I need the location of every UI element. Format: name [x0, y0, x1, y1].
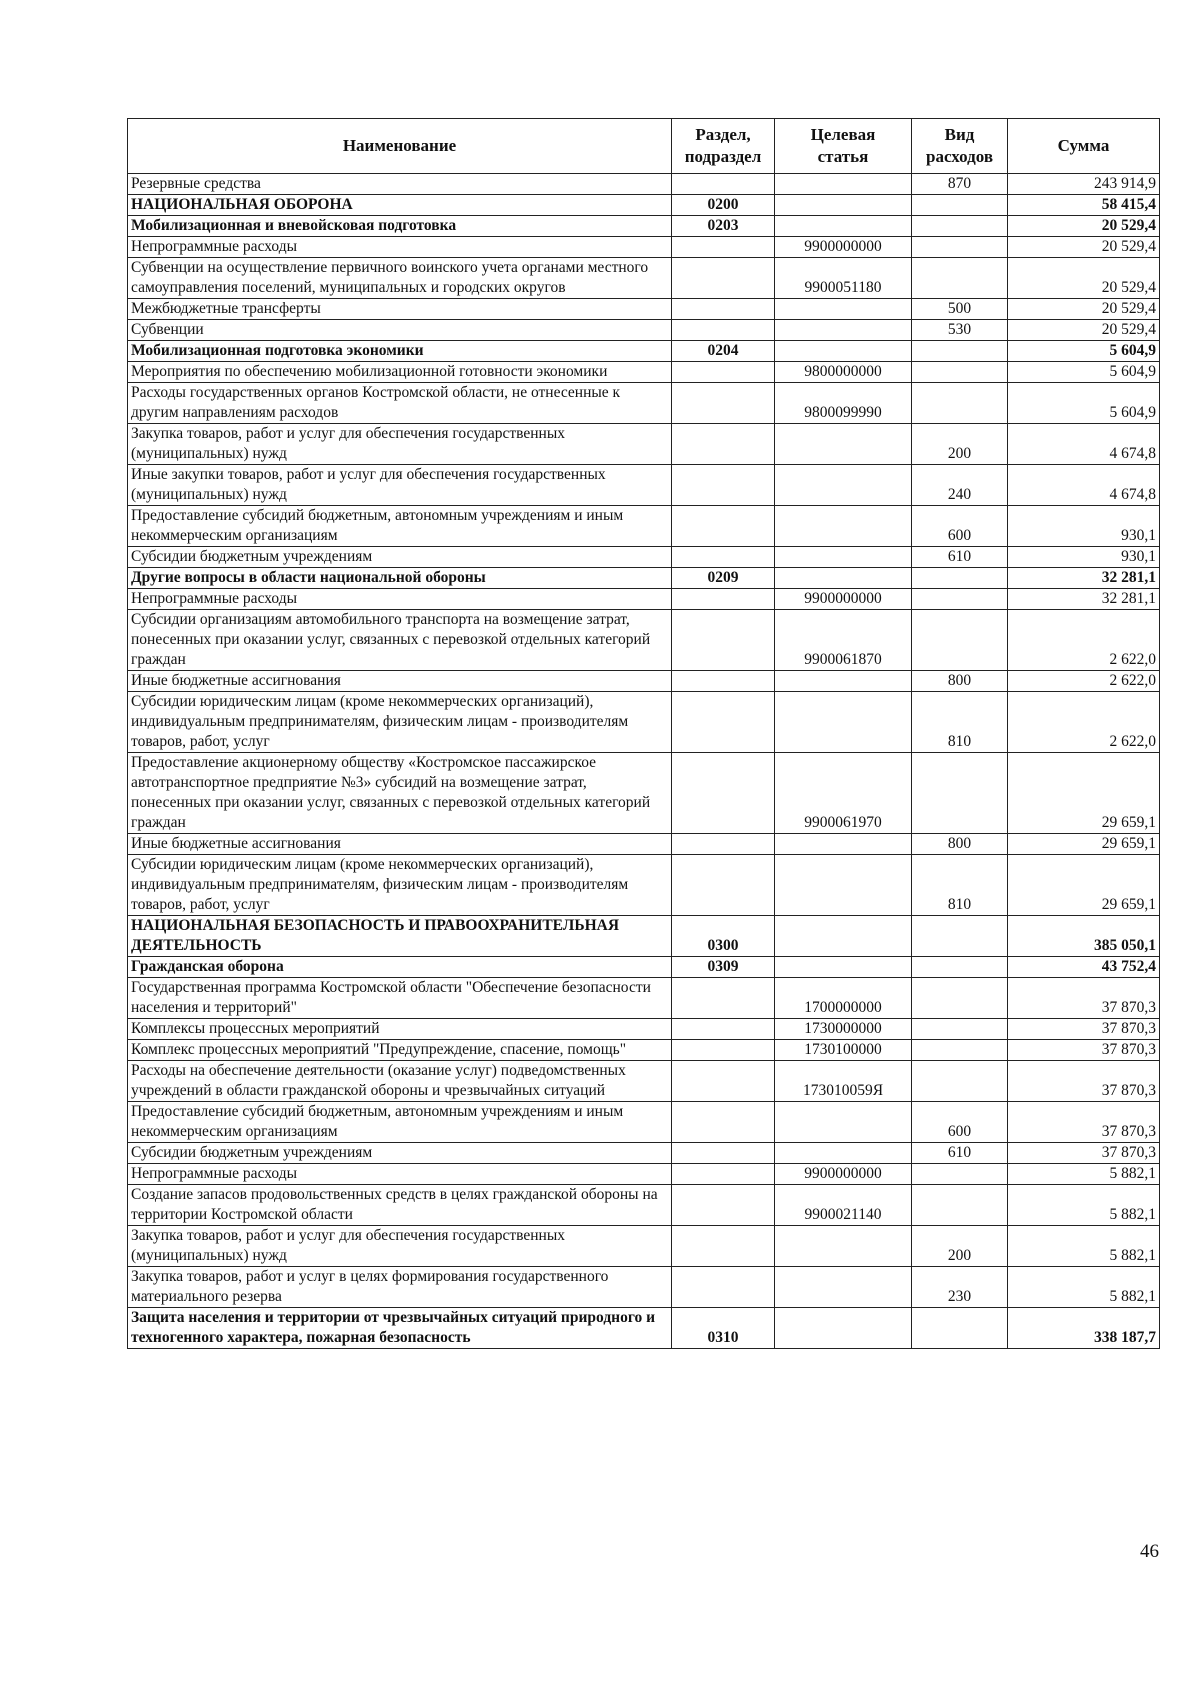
table-row — [128, 1164, 1160, 1185]
cell-target: 9900051180 — [775, 258, 912, 299]
cell-kind — [912, 1308, 1008, 1349]
table-row — [128, 1061, 1160, 1102]
cell-name: Мобилизационная подготовка экономики — [128, 341, 672, 362]
table-row — [128, 692, 1160, 753]
table-row — [128, 1102, 1160, 1143]
cell-section — [672, 1040, 775, 1061]
header-kind-line2: расходов — [926, 147, 993, 166]
cell-name: Создание запасов продовольственных средств в целях гражданской обороны на территории Костромской области — [128, 1185, 672, 1226]
table-row — [128, 465, 1160, 506]
cell-section — [672, 978, 775, 1019]
table-row — [128, 258, 1160, 299]
cell-target — [775, 506, 912, 547]
cell-kind — [912, 1061, 1008, 1102]
table-row — [128, 1267, 1160, 1308]
cell-target: 9900000000 — [775, 589, 912, 610]
header-name: Наименование — [128, 119, 672, 174]
cell-section — [672, 610, 775, 671]
table-row — [128, 1143, 1160, 1164]
cell-target: 9800099990 — [775, 383, 912, 424]
cell-section — [672, 424, 775, 465]
cell-target: 9900000000 — [775, 237, 912, 258]
header-sum: Сумма — [1008, 119, 1160, 174]
cell-name: Иные закупки товаров, работ и услуг для обеспечения государственных (муниципальных) нужд — [128, 465, 672, 506]
cell-target — [775, 465, 912, 506]
cell-section — [672, 1102, 775, 1143]
header-target — [775, 119, 912, 174]
header-section — [672, 119, 775, 174]
budget-table-body — [128, 174, 1160, 1349]
cell-sum: 385 050,1 — [1008, 916, 1160, 957]
cell-section: 0309 — [672, 957, 775, 978]
table-row — [128, 506, 1160, 547]
cell-section — [672, 383, 775, 424]
cell-kind: 800 — [912, 671, 1008, 692]
cell-name: Гражданская оборона — [128, 957, 672, 978]
cell-name: Мероприятия по обеспечению мобилизационной готовности экономики — [128, 362, 672, 383]
table-row — [128, 610, 1160, 671]
cell-target — [775, 547, 912, 568]
cell-name: Субсидии юридическим лицам (кроме некоммерческих организаций), индивидуальным предпринимателям, физическим лицам - производителям товаров, работ, услуг — [128, 692, 672, 753]
cell-target — [775, 320, 912, 341]
cell-kind — [912, 258, 1008, 299]
cell-section — [672, 237, 775, 258]
cell-section — [672, 692, 775, 753]
cell-sum: 20 529,4 — [1008, 237, 1160, 258]
cell-name: Иные бюджетные ассигнования — [128, 834, 672, 855]
cell-sum: 37 870,3 — [1008, 1102, 1160, 1143]
cell-section — [672, 1226, 775, 1267]
cell-name: НАЦИОНАЛЬНАЯ ОБОРОНА — [128, 195, 672, 216]
cell-section — [672, 174, 775, 195]
cell-sum: 4 674,8 — [1008, 465, 1160, 506]
cell-section — [672, 1164, 775, 1185]
cell-name: Межбюджетные трансферты — [128, 299, 672, 320]
cell-kind — [912, 237, 1008, 258]
cell-sum: 37 870,3 — [1008, 978, 1160, 1019]
cell-kind — [912, 1164, 1008, 1185]
cell-kind — [912, 978, 1008, 1019]
table-row — [128, 753, 1160, 834]
cell-kind — [912, 610, 1008, 671]
cell-kind — [912, 383, 1008, 424]
cell-target — [775, 834, 912, 855]
cell-target — [775, 299, 912, 320]
cell-name: НАЦИОНАЛЬНАЯ БЕЗОПАСНОСТЬ И ПРАВООХРАНИТЕЛЬНАЯ ДЕЯТЕЛЬНОСТЬ — [128, 916, 672, 957]
cell-section — [672, 1143, 775, 1164]
table-row — [128, 547, 1160, 568]
cell-target: 9900061870 — [775, 610, 912, 671]
cell-target — [775, 1143, 912, 1164]
cell-name: Комплексы процессных мероприятий — [128, 1019, 672, 1040]
cell-target — [775, 1102, 912, 1143]
cell-sum: 338 187,7 — [1008, 1308, 1160, 1349]
table-row — [128, 299, 1160, 320]
cell-section — [672, 258, 775, 299]
cell-section — [672, 753, 775, 834]
cell-target — [775, 855, 912, 916]
header-kind — [912, 119, 1008, 174]
cell-target — [775, 216, 912, 237]
cell-kind — [912, 195, 1008, 216]
cell-name: Закупка товаров, работ и услуг в целях формирования государственного материального резерва — [128, 1267, 672, 1308]
table-row — [128, 237, 1160, 258]
cell-target — [775, 671, 912, 692]
table-row — [128, 1226, 1160, 1267]
cell-section — [672, 834, 775, 855]
cell-kind — [912, 341, 1008, 362]
cell-name: Иные бюджетные ассигнования — [128, 671, 672, 692]
cell-section — [672, 320, 775, 341]
cell-section: 0310 — [672, 1308, 775, 1349]
table-row — [128, 174, 1160, 195]
table-row — [128, 589, 1160, 610]
cell-sum: 5 882,1 — [1008, 1267, 1160, 1308]
cell-target — [775, 1267, 912, 1308]
cell-target: 9900061970 — [775, 753, 912, 834]
header-kind-line1: Вид — [944, 125, 975, 144]
cell-section: 0203 — [672, 216, 775, 237]
cell-kind: 610 — [912, 1143, 1008, 1164]
cell-sum: 5 882,1 — [1008, 1226, 1160, 1267]
cell-sum: 5 882,1 — [1008, 1164, 1160, 1185]
cell-section — [672, 362, 775, 383]
cell-section: 0200 — [672, 195, 775, 216]
cell-target: 1730000000 — [775, 1019, 912, 1040]
table-row — [128, 1040, 1160, 1061]
cell-target — [775, 174, 912, 195]
cell-sum: 2 622,0 — [1008, 692, 1160, 753]
cell-target — [775, 341, 912, 362]
table-row — [128, 568, 1160, 589]
cell-kind — [912, 568, 1008, 589]
cell-kind: 230 — [912, 1267, 1008, 1308]
cell-target: 9800000000 — [775, 362, 912, 383]
cell-sum: 5 604,9 — [1008, 341, 1160, 362]
cell-sum: 43 752,4 — [1008, 957, 1160, 978]
cell-section — [672, 1185, 775, 1226]
cell-target — [775, 424, 912, 465]
cell-kind: 810 — [912, 692, 1008, 753]
cell-sum: 2 622,0 — [1008, 610, 1160, 671]
cell-sum: 20 529,4 — [1008, 320, 1160, 341]
table-row — [128, 1308, 1160, 1349]
table-row — [128, 1185, 1160, 1226]
cell-target — [775, 916, 912, 957]
cell-kind: 800 — [912, 834, 1008, 855]
cell-sum: 2 622,0 — [1008, 671, 1160, 692]
cell-kind: 870 — [912, 174, 1008, 195]
table-row — [128, 1019, 1160, 1040]
cell-name: Непрограммные расходы — [128, 237, 672, 258]
cell-kind: 200 — [912, 1226, 1008, 1267]
cell-sum: 20 529,4 — [1008, 216, 1160, 237]
cell-section — [672, 1267, 775, 1308]
cell-sum: 37 870,3 — [1008, 1040, 1160, 1061]
cell-target: 173010059Я — [775, 1061, 912, 1102]
cell-section — [672, 506, 775, 547]
cell-kind — [912, 916, 1008, 957]
cell-kind — [912, 1019, 1008, 1040]
cell-section — [672, 855, 775, 916]
cell-sum: 20 529,4 — [1008, 299, 1160, 320]
table-row — [128, 671, 1160, 692]
table-row — [128, 916, 1160, 957]
cell-kind — [912, 753, 1008, 834]
cell-name: Защита населения и территории от чрезвычайных ситуаций природного и техногенного характера, пожарная безопасность — [128, 1308, 672, 1349]
cell-sum: 930,1 — [1008, 547, 1160, 568]
cell-name: Субвенции — [128, 320, 672, 341]
cell-target — [775, 568, 912, 589]
header-target-line2: статья — [817, 147, 869, 166]
cell-target — [775, 195, 912, 216]
cell-sum: 32 281,1 — [1008, 568, 1160, 589]
header-target-line1: Целевая — [810, 125, 876, 144]
cell-sum: 5 882,1 — [1008, 1185, 1160, 1226]
cell-kind: 610 — [912, 547, 1008, 568]
cell-kind: 200 — [912, 424, 1008, 465]
cell-name: Расходы государственных органов Костромской области, не отнесенные к другим направлениям расходов — [128, 383, 672, 424]
cell-kind: 600 — [912, 506, 1008, 547]
cell-sum: 37 870,3 — [1008, 1061, 1160, 1102]
budget-document-page — [127, 118, 1159, 1349]
table-row — [128, 341, 1160, 362]
cell-name: Предоставление субсидий бюджетным, автономным учреждениям и иным некоммерческим организациям — [128, 1102, 672, 1143]
cell-sum: 4 674,8 — [1008, 424, 1160, 465]
cell-sum: 29 659,1 — [1008, 855, 1160, 916]
header-section-line2: подраздел — [684, 147, 762, 166]
cell-target — [775, 1308, 912, 1349]
cell-sum: 58 415,4 — [1008, 195, 1160, 216]
header-section-line1: Раздел, — [695, 125, 751, 144]
cell-kind: 810 — [912, 855, 1008, 916]
cell-name: Непрограммные расходы — [128, 1164, 672, 1185]
cell-target: 1730100000 — [775, 1040, 912, 1061]
table-row — [128, 834, 1160, 855]
budget-table — [127, 118, 1160, 1349]
cell-name: Закупка товаров, работ и услуг для обеспечения государственных (муниципальных) нужд — [128, 1226, 672, 1267]
cell-name: Субсидии юридическим лицам (кроме некоммерческих организаций), индивидуальным предпринимателям, физическим лицам - производителям товаров, работ, услуг — [128, 855, 672, 916]
cell-section — [672, 299, 775, 320]
cell-name: Субсидии бюджетным учреждениям — [128, 547, 672, 568]
table-row — [128, 216, 1160, 237]
cell-name: Комплекс процессных мероприятий "Предупреждение, спасение, помощь" — [128, 1040, 672, 1061]
cell-name: Мобилизационная и вневойсковая подготовка — [128, 216, 672, 237]
cell-kind — [912, 216, 1008, 237]
cell-name: Закупка товаров, работ и услуг для обеспечения государственных (муниципальных) нужд — [128, 424, 672, 465]
cell-section — [672, 1019, 775, 1040]
cell-name: Субсидии организациям автомобильного транспорта на возмещение затрат, понесенных при оказании услуг, связанных с перевозкой отдельных категорий граждан — [128, 610, 672, 671]
cell-name: Расходы на обеспечение деятельности (оказание услуг) подведомственных учреждений в области гражданской обороны и чрезвычайных ситуаций — [128, 1061, 672, 1102]
cell-kind: 240 — [912, 465, 1008, 506]
table-header-row — [128, 119, 1160, 174]
cell-sum: 29 659,1 — [1008, 834, 1160, 855]
cell-kind: 530 — [912, 320, 1008, 341]
cell-section — [672, 589, 775, 610]
cell-section — [672, 671, 775, 692]
cell-sum: 930,1 — [1008, 506, 1160, 547]
cell-name: Государственная программа Костромской области "Обеспечение безопасности населения и территорий" — [128, 978, 672, 1019]
table-row — [128, 957, 1160, 978]
cell-name: Субсидии бюджетным учреждениям — [128, 1143, 672, 1164]
cell-kind — [912, 1185, 1008, 1226]
cell-section: 0209 — [672, 568, 775, 589]
cell-sum: 5 604,9 — [1008, 362, 1160, 383]
cell-section: 0300 — [672, 916, 775, 957]
cell-kind — [912, 589, 1008, 610]
table-row — [128, 383, 1160, 424]
cell-target: 9900021140 — [775, 1185, 912, 1226]
table-row — [128, 978, 1160, 1019]
table-row — [128, 195, 1160, 216]
cell-section — [672, 1061, 775, 1102]
cell-target: 9900000000 — [775, 1164, 912, 1185]
cell-sum: 32 281,1 — [1008, 589, 1160, 610]
cell-sum: 20 529,4 — [1008, 258, 1160, 299]
cell-name: Другие вопросы в области национальной обороны — [128, 568, 672, 589]
cell-section — [672, 465, 775, 506]
table-row — [128, 320, 1160, 341]
cell-name: Предоставление субсидий бюджетным, автономным учреждениям и иным некоммерческим организациям — [128, 506, 672, 547]
cell-name: Субвенции на осуществление первичного воинского учета органами местного самоуправления поселений, муниципальных и городских округов — [128, 258, 672, 299]
cell-section — [672, 547, 775, 568]
table-row — [128, 362, 1160, 383]
table-row — [128, 855, 1160, 916]
cell-kind — [912, 957, 1008, 978]
cell-sum: 29 659,1 — [1008, 753, 1160, 834]
cell-name: Резервные средства — [128, 174, 672, 195]
cell-sum: 5 604,9 — [1008, 383, 1160, 424]
cell-target — [775, 1226, 912, 1267]
cell-target — [775, 692, 912, 753]
cell-target: 1700000000 — [775, 978, 912, 1019]
cell-name: Предоставление акционерному обществу «Костромское пассажирское автотранспортное предприятие №3» субсидий на возмещение затрат, понесенных при оказании услуг, связанных с перевозкой отдельных категорий граждан — [128, 753, 672, 834]
cell-section: 0204 — [672, 341, 775, 362]
cell-kind — [912, 362, 1008, 383]
cell-name: Непрограммные расходы — [128, 589, 672, 610]
cell-kind: 500 — [912, 299, 1008, 320]
cell-sum: 243 914,9 — [1008, 174, 1160, 195]
cell-sum: 37 870,3 — [1008, 1019, 1160, 1040]
cell-sum: 37 870,3 — [1008, 1143, 1160, 1164]
cell-kind: 600 — [912, 1102, 1008, 1143]
page-number: 46 — [1140, 1541, 1159, 1562]
cell-kind — [912, 1040, 1008, 1061]
table-row — [128, 424, 1160, 465]
cell-target — [775, 957, 912, 978]
